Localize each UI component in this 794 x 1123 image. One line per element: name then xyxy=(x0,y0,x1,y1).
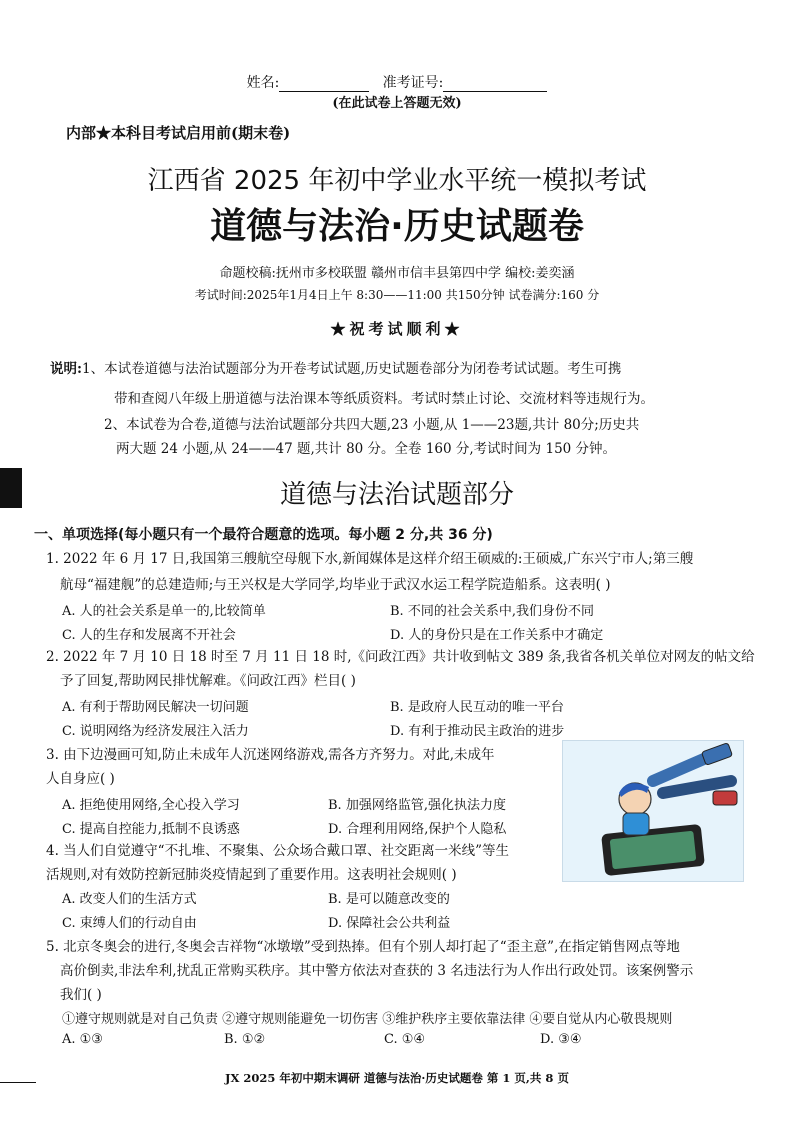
q3-option-c[interactable]: C. 提高自控能力,抵制不良诱惑 xyxy=(62,822,240,837)
q4-option-b[interactable]: B. 是可以随意改变的 xyxy=(328,892,450,907)
q1-option-b[interactable]: B. 不同的社会关系中,我们身份不同 xyxy=(390,604,594,619)
instructions-line-3: 2、本试卷为合卷,道德与法治试题部分共四大题,23 小题,从 1——23题,共计 80分;历史共 xyxy=(104,417,640,433)
question-2-stem-2: 予了回复,帮助网民排忧解难。《问政江西》栏目( ) xyxy=(60,673,356,689)
instructions-line-2: 带和查阅八年级上册道德与法治课本等纸质资料。考试时禁止讨论、交流材料等违规行为。 xyxy=(114,391,654,407)
q3-option-d[interactable]: D. 合理利用网络,保护个人隐私 xyxy=(328,822,507,837)
section-title: 道德与法治试题部分 xyxy=(279,480,514,510)
q1-option-c[interactable]: C. 人的生存和发展离不开社会 xyxy=(62,628,236,643)
q5-option-c[interactable]: C. ①④ xyxy=(384,1032,426,1047)
paper-makers: 命题校稿:抚州市多校联盟 赣州市信丰县第四中学 编校:姜奕涵 xyxy=(219,266,575,281)
q4-option-d[interactable]: D. 保障社会公共利益 xyxy=(328,916,451,931)
internet-addiction-cartoon xyxy=(562,740,744,882)
instructions-label: 说明: xyxy=(50,361,82,377)
part-title: 一、单项选择(每小题只有一个最符合题意的选项。每小题 2 分,共 36 分) xyxy=(34,527,493,543)
q1-option-a[interactable]: A. 人的社会关系是单一的,比较简单 xyxy=(62,604,266,619)
exam-time: 考试时间:2025年1月4日上午 8:30——11:00 共150分钟 试卷满分:160 分 xyxy=(194,288,600,302)
paper-title: 道德与法治·历史试题卷 xyxy=(210,206,584,247)
q5-option-a[interactable]: A. ①③ xyxy=(62,1032,103,1047)
question-3-stem-2: 人自身应( ) xyxy=(46,771,115,787)
name-exam-id-line xyxy=(0,72,794,92)
page-footer: JX 2025 年初中期末调研 道德与法治·历史试题卷 第 1 页,共 8 页 xyxy=(225,1071,569,1085)
question-5-stem-3: 我们( ) xyxy=(60,987,102,1003)
q2-option-a[interactable]: A. 有利于帮助网民解决一切问题 xyxy=(62,700,249,715)
answer-invalid-notice: (在此试卷上答题无效) xyxy=(332,96,462,111)
good-luck-wish: ★祝考试顺利★ xyxy=(330,320,464,338)
question-1-stem-1: 1. 2022 年 6 月 17 日,我国第三艘航空母舰下水,新闻媒体是这样介绍王硕威的:王硕威,广东兴宁市人;第三艘 xyxy=(46,551,694,567)
q4-option-c[interactable]: C. 束缚人们的行动自由 xyxy=(62,916,197,931)
question-4-stem-2: 活规则,对有效防控新冠肺炎疫情起到了重要作用。这表明社会规则( ) xyxy=(46,867,457,883)
internal-label: 内部★本科目考试启用前(期末卷) xyxy=(66,124,291,142)
name-blank[interactable] xyxy=(279,77,369,92)
question-5-stem-2: 高价倒卖,非法牟利,扰乱正常购买秩序。其中警方依法对查获的 3 名违法行为人作出行政处罚。该案例警示 xyxy=(60,963,694,979)
name-label: 姓名: xyxy=(246,75,280,91)
exam-id-label: 准考证号: xyxy=(382,75,444,91)
q2-option-c[interactable]: C. 说明网络为经济发展注入活力 xyxy=(62,724,249,739)
instructions-line-4: 两大题 24 小题,从 24——47 题,共计 80 分。全卷 160 分,考试时间为 150 分钟。 xyxy=(116,441,617,457)
footer-rule xyxy=(0,1082,36,1083)
exam-title: 江西省 2025 年初中学业水平统一模拟考试 xyxy=(147,166,647,196)
question-4-stem-1: 4. 当人们自觉遵守“不扎堆、不聚集、公众场合戴口罩、社交距离一米线”等生 xyxy=(46,843,509,859)
q5-option-d[interactable]: D. ③④ xyxy=(540,1032,582,1047)
q2-option-d[interactable]: D. 有利于推动民主政治的进步 xyxy=(390,724,565,739)
q3-option-a[interactable]: A. 拒绝使用网络,全心投入学习 xyxy=(62,798,240,813)
q1-option-d[interactable]: D. 人的身份只是在工作关系中才确定 xyxy=(390,628,604,643)
q5-statements: ①遵守规则就是对自己负责 ②遵守规则能避免一切伤害 ③维护秩序主要依靠法律 ④要自觉从内心敬畏规则 xyxy=(62,1012,673,1027)
question-1-stem-2: 航母“福建舰”的总建造师;与王兴权是大学同学,均毕业于武汉水运工程学院造船系。这表明( ) xyxy=(60,577,611,593)
q4-option-a[interactable]: A. 改变人们的生活方式 xyxy=(62,892,197,907)
cartoon-illustration xyxy=(563,741,743,881)
question-3-stem-1: 3. 由下边漫画可知,防止未成年人沉迷网络游戏,需各方齐努力。对此,未成年 xyxy=(46,747,495,763)
q2-option-b[interactable]: B. 是政府人民互动的唯一平台 xyxy=(390,700,564,715)
q3-option-b[interactable]: B. 加强网络监管,强化执法力度 xyxy=(328,798,506,813)
q5-option-b[interactable]: B. ①② xyxy=(224,1032,266,1047)
exam-id-blank[interactable] xyxy=(443,77,547,92)
question-2-stem-1: 2. 2022 年 7 月 10 日 18 时至 7 月 11 日 18 时,《问政江西》共计收到帖文 389 条,我省各机关单位对网友的帖文给 xyxy=(46,649,755,665)
instructions-line-1: 说明:1、本试卷道德与法治试题部分为开卷考试试题,历史试题卷部分为闭卷考试试题。考生可携 xyxy=(50,361,622,377)
question-5-stem-1: 5. 北京冬奥会的进行,冬奥会吉祥物“冰墩墩”受到热捧。但有个别人却打起了“歪主意”,在指定销售网点等地 xyxy=(46,939,680,955)
